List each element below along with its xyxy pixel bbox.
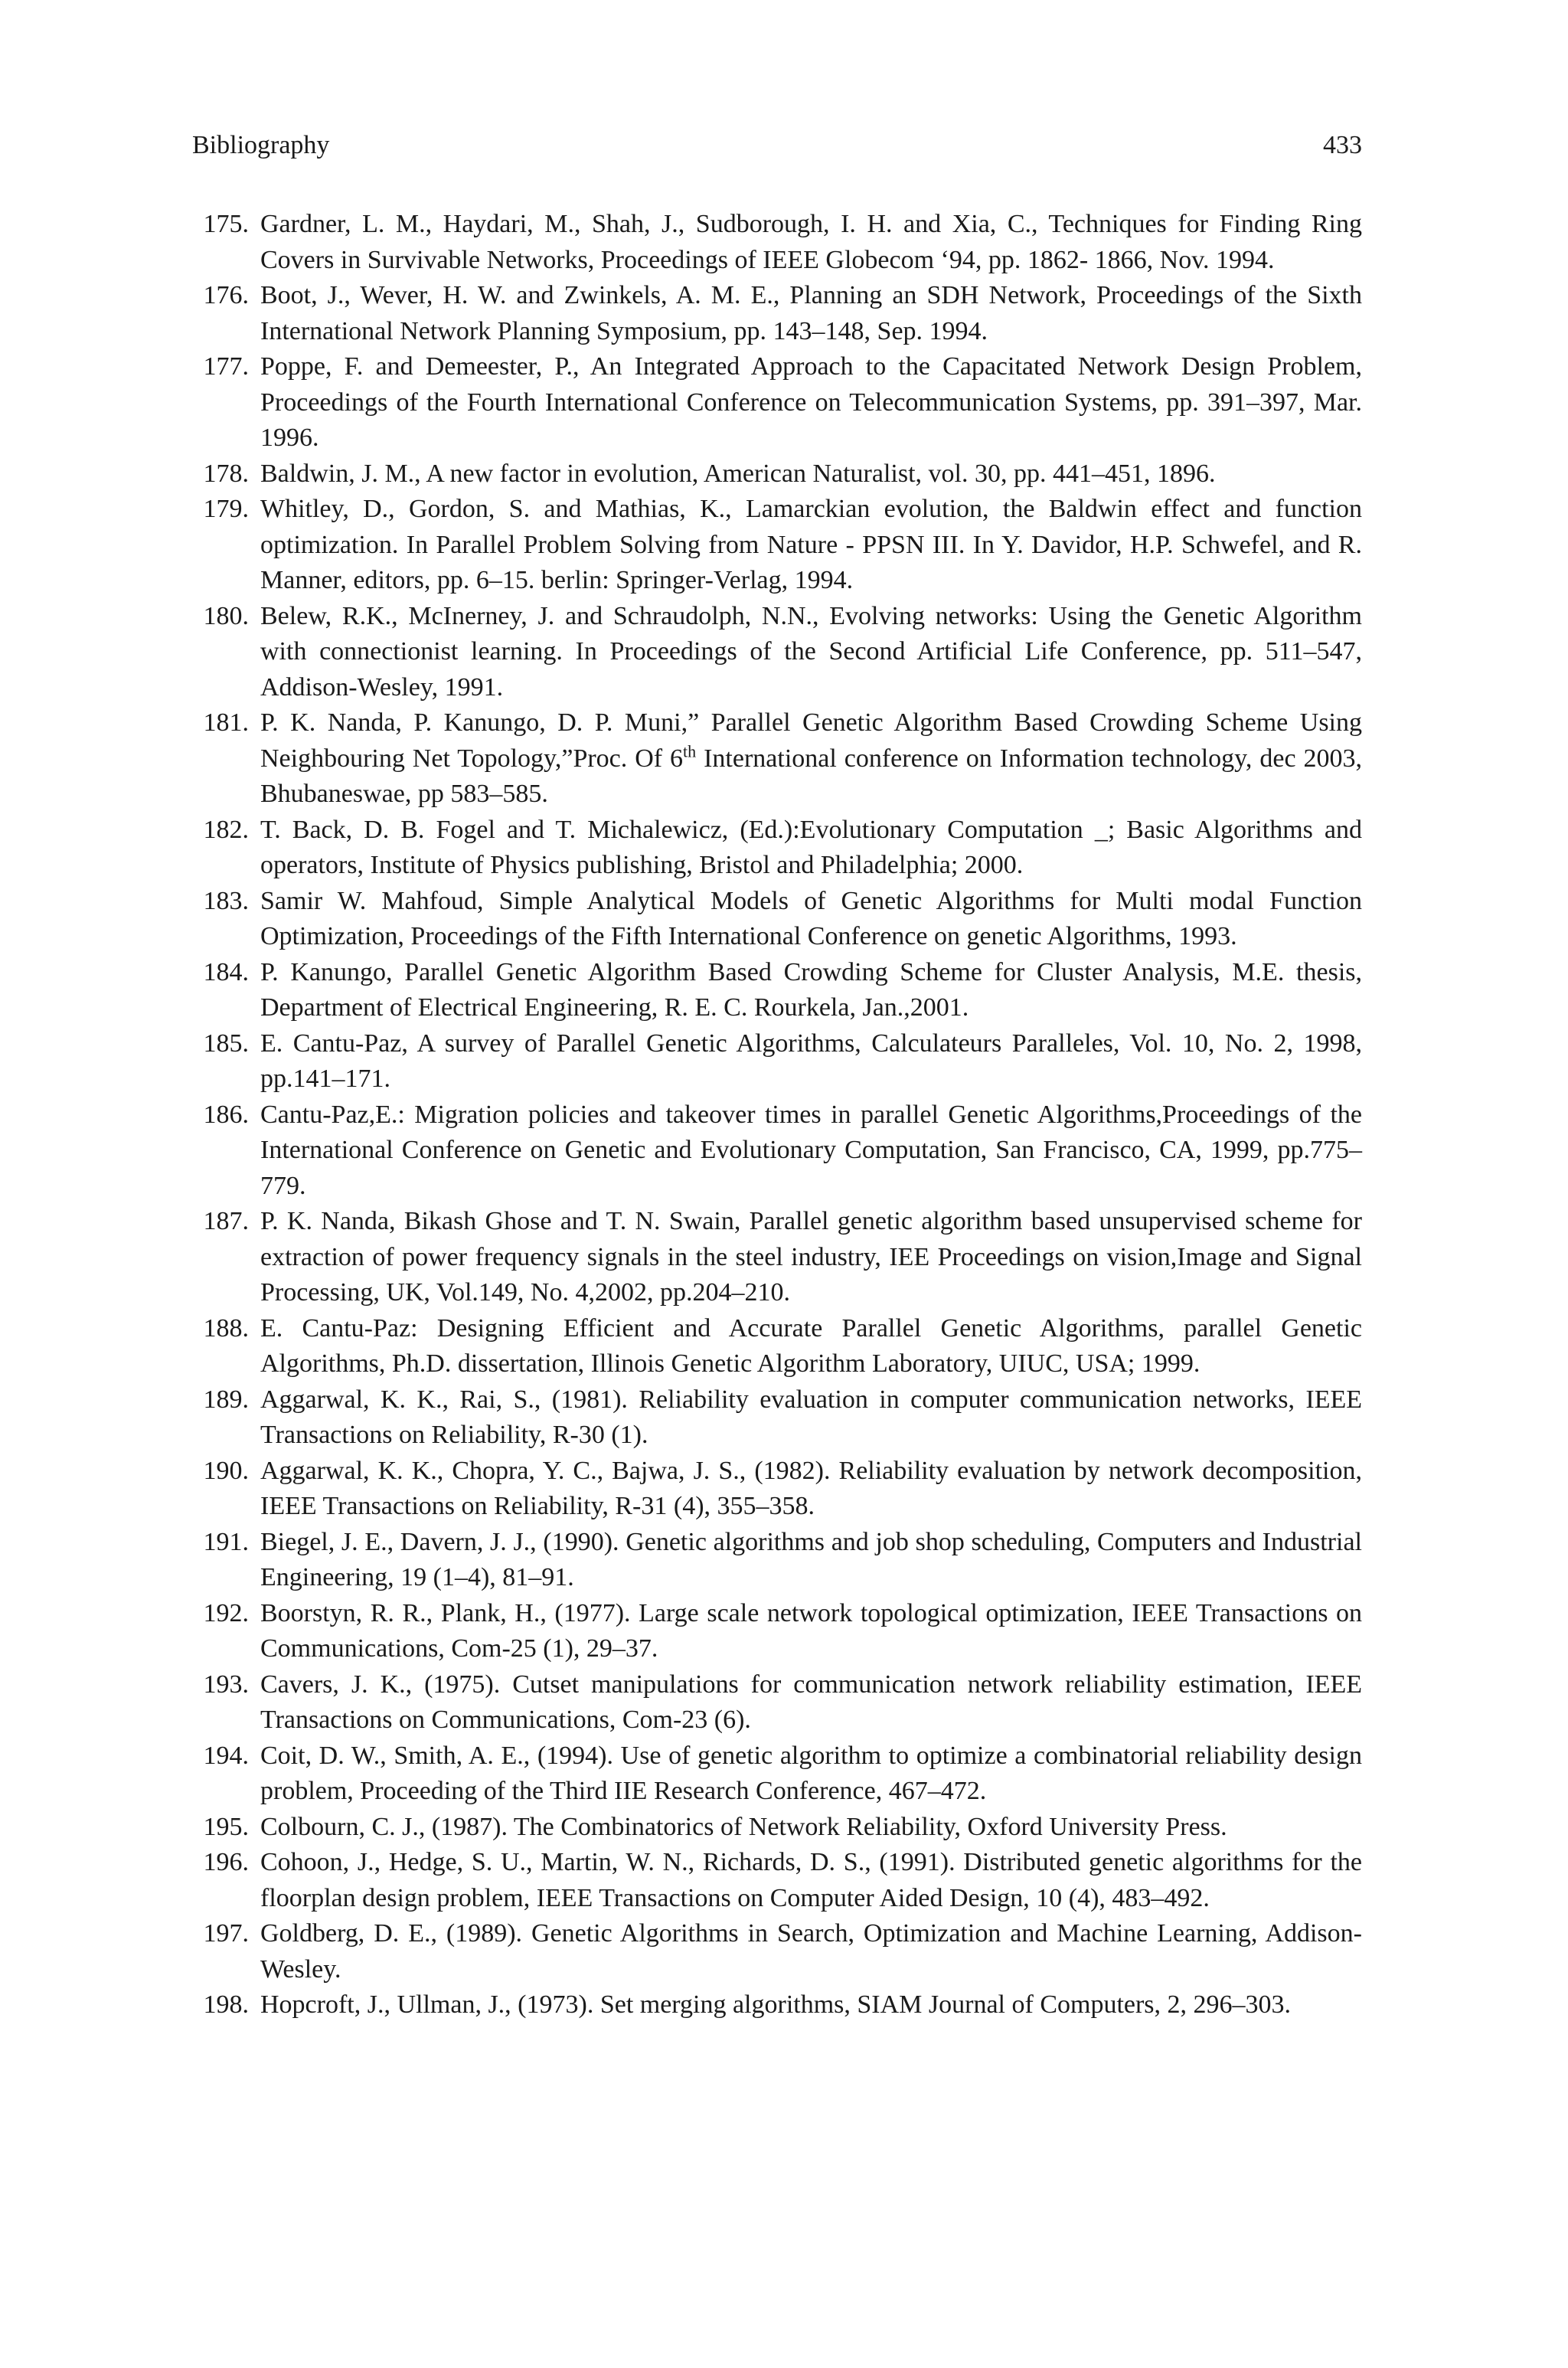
reference-text: Cohoon, J., Hedge, S. U., Martin, W. N., Richards, D. S., (1991). Distributed genetic algorithms for the floorplan design problem, IEEE Transactions on Computer Aided Design, 10 (4), 483–492. xyxy=(260,1848,1362,1912)
reference-number: 194. xyxy=(203,1741,249,1770)
reference-number: 181. xyxy=(203,708,249,737)
reference-text: E. Cantu-Paz, A survey of Parallel Genetic Algorithms, Calculateurs Paralleles, Vol. 10, No. 2, 1998, pp.141–171. xyxy=(260,1029,1362,1093)
bibliography-list xyxy=(192,207,1362,2023)
reference-text: Whitley, D., Gordon, S. and Mathias, K., Lamarckian evolution, the Baldwin effect and function optimization. In Parallel Problem Solving from Nature - PPSN III. In Y. Davidor, H.P. Schwefel, and R. Manner, editors, pp. 6–15. berlin: Springer-Verlag, 1994. xyxy=(260,495,1362,594)
reference-entry xyxy=(192,1916,1362,1987)
reference-text-part: International conference on Information technology, dec 2003, Bhubaneswae, pp 583–585. xyxy=(260,744,1362,808)
reference-number: 197. xyxy=(203,1919,249,1948)
reference-entry xyxy=(192,1204,1362,1311)
reference-text: T. Back, D. B. Fogel and T. Michalewicz, (Ed.):Evolutionary Computation _; Basic Algorithms and operators, Institute of Physics publishing, Bristol and Philadelphia; 2000. xyxy=(260,815,1362,879)
reference-entry xyxy=(192,1810,1362,1846)
reference-entry xyxy=(192,884,1362,955)
reference-text: Boot, J., Wever, H. W. and Zwinkels, A. M. E., Planning an SDH Network, Proceedings of the Sixth International Network Planning Symposium, pp. 143–148, Sep. 1994. xyxy=(260,281,1362,345)
reference-number: 193. xyxy=(203,1670,249,1699)
reference-number: 191. xyxy=(203,1527,249,1556)
reference-text: E. Cantu-Paz: Designing Efficient and Accurate Parallel Genetic Algorithms, parallel Genetic Algorithms, Ph.D. dissertation, Illinois Genetic Algorithm Laboratory, UIUC, USA; 1999. xyxy=(260,1313,1362,1378)
reference-entry xyxy=(192,207,1362,278)
reference-number: 182. xyxy=(203,815,249,844)
reference-text: Aggarwal, K. K., Rai, S., (1981). Reliability evaluation in computer communication networks, IEEE Transactions on Reliability, R-30 (1). xyxy=(260,1385,1362,1449)
reference-entry xyxy=(192,1454,1362,1525)
reference-entry xyxy=(192,599,1362,706)
reference-text: Hopcroft, J., Ullman, J., (1973). Set merging algorithms, SIAM Journal of Computers, 2, 296–303. xyxy=(260,1990,1292,2019)
reference-text: Belew, R.K., McInerney, J. and Schraudolph, N.N., Evolving networks: Using the Genetic Algorithm with connectionist learning. In Proceedings of the Second Artificial Life Conference, pp. 511–547, Addison-Wesley, 1991. xyxy=(260,601,1362,702)
page-header xyxy=(192,124,1362,167)
reference-number: 190. xyxy=(203,1456,249,1485)
reference-number: 195. xyxy=(203,1812,249,1841)
running-head: Bibliography xyxy=(192,131,330,159)
reference-entry xyxy=(192,1738,1362,1810)
reference-entry xyxy=(192,1987,1362,2023)
reference-entry xyxy=(192,349,1362,456)
reference-text-part: P. K. Nanda, P. Kanungo, D. P. Muni,” Parallel Genetic Algorithm Based Crowding Scheme Using Neighbouring Net Topology,”Proc. Of 6 xyxy=(260,708,1362,773)
reference-text: Boorstyn, R. R., Plank, H., (1977). Large scale network topological optimization, IEEE Transactions on Communications, Com-25 (1), 29–37. xyxy=(260,1598,1362,1663)
reference-entry xyxy=(192,1596,1362,1667)
reference-number: 187. xyxy=(203,1207,249,1235)
reference-number: 175. xyxy=(203,210,249,238)
reference-text: Poppe, F. and Demeester, P., An Integrated Approach to the Capacitated Network Design Problem, Proceedings of the Fourth International Conference on Telecommunication Systems, pp. 391–397, Mar. 1996. xyxy=(260,352,1362,452)
reference-text xyxy=(260,708,1362,808)
reference-entry xyxy=(192,813,1362,884)
reference-entry xyxy=(192,1525,1362,1596)
reference-number: 183. xyxy=(203,886,249,915)
reference-text: Samir W. Mahfoud, Simple Analytical Models of Genetic Algorithms for Multi modal Function Optimization, Proceedings of the Fifth International Conference on genetic Algorithms, 1993. xyxy=(260,886,1362,950)
reference-number: 176. xyxy=(203,281,249,309)
reference-text: Aggarwal, K. K., Chopra, Y. C., Bajwa, J. S., (1982). Reliability evaluation by network decomposition, IEEE Transactions on Reliability, R-31 (4), 355–358. xyxy=(260,1456,1362,1520)
reference-number: 188. xyxy=(203,1313,249,1343)
reference-text: Cantu-Paz,E.: Migration policies and takeover times in parallel Genetic Algorithms,Proceedings of the International Conference on Genetic and Evolutionary Computation, San Francisco, CA, 1999, pp.775–779. xyxy=(260,1100,1362,1200)
reference-entry xyxy=(192,1026,1362,1097)
reference-text: Baldwin, J. M., A new factor in evolution, American Naturalist, vol. 30, pp. 441–451, 1896. xyxy=(260,459,1216,488)
reference-number: 185. xyxy=(203,1029,249,1058)
reference-number: 179. xyxy=(203,495,249,523)
reference-entry xyxy=(192,1097,1362,1205)
reference-entry xyxy=(192,1845,1362,1916)
reference-text: P. K. Nanda, Bikash Ghose and T. N. Swain, Parallel genetic algorithm based unsupervised scheme for extraction of power frequency signals in the steel industry, IEE Proceedings on vision,Image and Signal Processing, UK, Vol.149, No. 4,2002, pp.204–210. xyxy=(260,1207,1362,1307)
reference-number: 198. xyxy=(203,1990,249,2019)
reference-number: 189. xyxy=(203,1385,249,1414)
reference-number: 177. xyxy=(203,352,249,381)
reference-number: 180. xyxy=(203,601,249,630)
page-number: 433 xyxy=(1323,131,1362,159)
reference-number: 186. xyxy=(203,1100,249,1129)
reference-entry xyxy=(192,955,1362,1026)
reference-entry xyxy=(192,705,1362,813)
reference-text: Colbourn, C. J., (1987). The Combinatorics of Network Reliability, Oxford University Press. xyxy=(260,1812,1227,1841)
reference-entry xyxy=(192,278,1362,349)
reference-entry xyxy=(192,492,1362,599)
reference-text: Biegel, J. E., Davern, J. J., (1990). Genetic algorithms and job shop scheduling, Computers and Industrial Engineering, 19 (1–4), 81–91. xyxy=(260,1527,1362,1591)
ordinal-superscript: th xyxy=(683,741,697,761)
reference-number: 178. xyxy=(203,459,249,488)
reference-entry xyxy=(192,1311,1362,1382)
reference-entry xyxy=(192,1382,1362,1454)
reference-number: 196. xyxy=(203,1848,249,1876)
reference-entry xyxy=(192,456,1362,492)
reference-number: 184. xyxy=(203,957,249,986)
reference-text: Cavers, J. K., (1975). Cutset manipulations for communication network reliability estimation, IEEE Transactions on Communications, Com-23 (6). xyxy=(260,1670,1362,1734)
reference-text: P. Kanungo, Parallel Genetic Algorithm Based Crowding Scheme for Cluster Analysis, M.E. thesis, Department of Electrical Engineering, R. E. C. Rourkela, Jan.,2001. xyxy=(260,957,1362,1022)
reference-text: Goldberg, D. E., (1989). Genetic Algorithms in Search, Optimization and Machine Learning, Addison-Wesley. xyxy=(260,1919,1362,1984)
reference-text: Coit, D. W., Smith, A. E., (1994). Use of genetic algorithm to optimize a combinatorial reliability design problem, Proceeding of the Third IIE Research Conference, 467–472. xyxy=(260,1741,1362,1805)
reference-entry xyxy=(192,1667,1362,1738)
reference-number: 192. xyxy=(203,1598,249,1627)
reference-text: Gardner, L. M., Haydari, M., Shah, J., Sudborough, I. H. and Xia, C., Techniques for Finding Ring Covers in Survivable Networks, Proceedings of IEEE Globecom ‘94, pp. 1862- 1866, Nov. 1994. xyxy=(260,210,1362,274)
